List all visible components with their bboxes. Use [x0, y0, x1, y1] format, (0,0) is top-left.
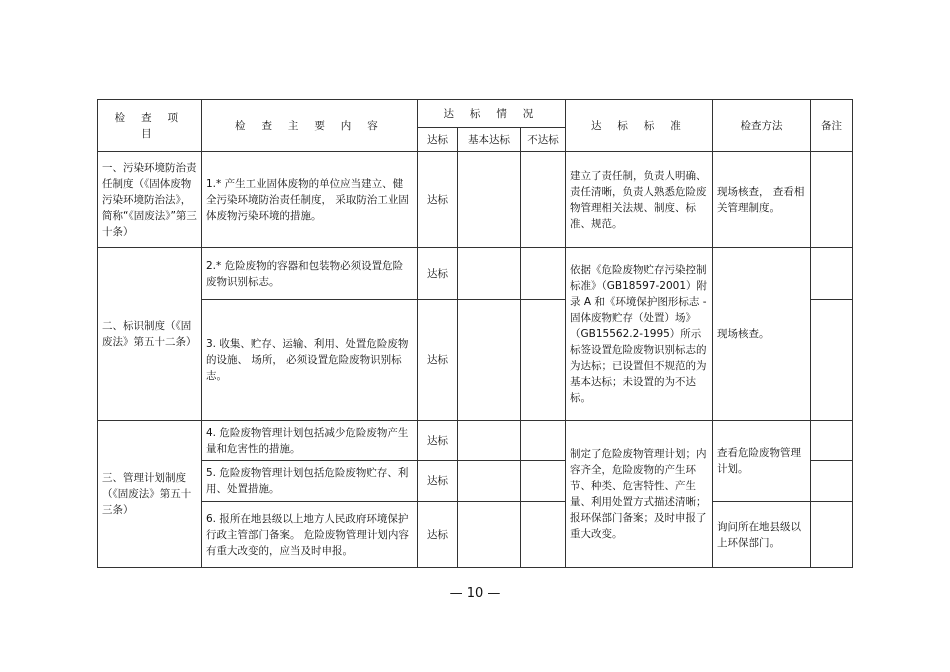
content-cell: 6. 报所在地县级以上地方人民政府环境保护行政主管部门备案。 危险废物管理计划内容有重大改变的，应当及时申报。: [202, 502, 418, 568]
standard-cell: 依据《危险废物贮存污染控制标准》（GB18597-2001）附录 A 和《环境保护图形标志 - 固体废物贮存（处置）场》（GB15562.2-1995）所示标签设置危险废物识别标志的为达标；已设置但不规范的为基本达标；未设置的为不达标。: [566, 248, 713, 421]
basic-cell: [458, 152, 521, 248]
pass-cell: 达标: [418, 300, 458, 421]
basic-cell: [458, 502, 521, 568]
basic-cell: [458, 461, 521, 502]
method-cell: 现场核查， 查看相关管理制度。: [713, 152, 811, 248]
content-cell: 5. 危险废物管理计划包括危险废物贮存、利用、处置措施。: [202, 461, 418, 502]
pass-cell: 达标: [418, 248, 458, 300]
inspection-table: [97, 99, 853, 568]
header-note: 备注: [811, 100, 853, 152]
standard-cell: 制定了危险废物管理计划；内容齐全，危险废物的产生环节、种类、危害特性、产生量、利用处置方式描述清晰；报环保部门备案；及时申报了重大改变。: [566, 421, 713, 568]
item-cell: 二、标识制度（《固废法》第五十二条）: [98, 248, 202, 421]
table-row: [98, 152, 853, 248]
content-cell: 1.* 产生工业固体废物的单位应当建立、健全污染环境防治责任制度， 采取防治工业固体废物污染环境的措施。: [202, 152, 418, 248]
note-cell: [811, 248, 853, 300]
header-item: 检 查 项 目: [98, 100, 202, 152]
basic-cell: [458, 248, 521, 300]
content-cell: 3. 收集、贮存、运输、利用、处置危险废物的设施、 场所， 必须设置危险废物识别标志。: [202, 300, 418, 421]
fail-cell: [521, 300, 566, 421]
note-cell: [811, 300, 853, 421]
fail-cell: [521, 502, 566, 568]
pass-cell: 达标: [418, 502, 458, 568]
fail-cell: [521, 461, 566, 502]
note-cell: [811, 461, 853, 502]
item-cell: 三、管理计划制度（《固废法》第五十三条）: [98, 421, 202, 568]
content-cell: 2.* 危险废物的容器和包装物必须设置危险废物识别标志。: [202, 248, 418, 300]
table-row: [98, 502, 853, 568]
method-cell: 查看危险废物管理计划。: [713, 421, 811, 502]
method-cell: 询问所在地县级以上环保部门。: [713, 502, 811, 568]
header-row: [98, 100, 853, 128]
subheader-fail: 不达标: [521, 128, 566, 152]
content-cell: 4. 危险废物管理计划包括减少危险废物产生量和危害性的措施。: [202, 421, 418, 461]
subheader-pass: 达标: [418, 128, 458, 152]
basic-cell: [458, 300, 521, 421]
subheader-basic: 基本达标: [458, 128, 521, 152]
fail-cell: [521, 152, 566, 248]
basic-cell: [458, 421, 521, 461]
table-row: [98, 248, 853, 300]
table-row: [98, 421, 853, 461]
header-status: 达 标 情 况: [418, 100, 566, 128]
fail-cell: [521, 248, 566, 300]
item-cell: 一、污染环境防治责任制度（《固体废物污染环境防治法》，简称“《固废法》”第三十条）: [98, 152, 202, 248]
header-method: 检查方法: [713, 100, 811, 152]
note-cell: [811, 152, 853, 248]
pass-cell: 达标: [418, 152, 458, 248]
standard-cell: 建立了责任制，负责人明确、责任清晰，负责人熟悉危险废物管理相关法规、制度、标准、规范。: [566, 152, 713, 248]
fail-cell: [521, 421, 566, 461]
page-number: — 10 —: [449, 586, 501, 601]
header-content: 检 查 主 要 内 容: [202, 100, 418, 152]
pass-cell: 达标: [418, 421, 458, 461]
note-cell: [811, 502, 853, 568]
method-cell: 现场核查。: [713, 248, 811, 421]
note-cell: [811, 421, 853, 461]
pass-cell: 达标: [418, 461, 458, 502]
header-standard: 达 标 标 准: [566, 100, 713, 152]
